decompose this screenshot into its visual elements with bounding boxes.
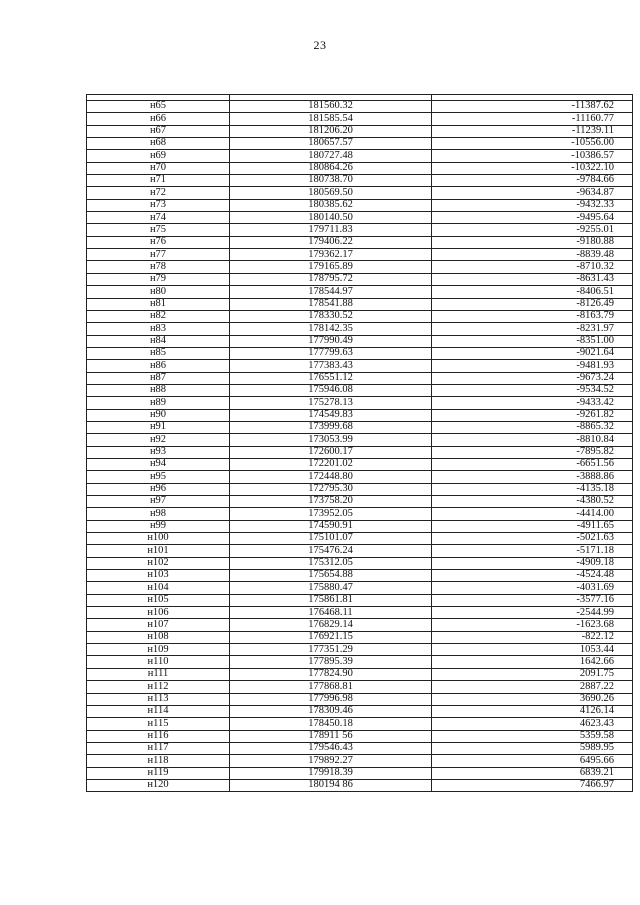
point-name-cell: н120 — [87, 779, 230, 791]
point-name-cell: н119 — [87, 767, 230, 779]
point-name-cell: н93 — [87, 446, 230, 458]
y-coordinate-cell: -9673.24 — [432, 372, 633, 384]
table-row — [87, 323, 633, 335]
point-name-cell: н96 — [87, 483, 230, 495]
x-coordinate-cell: 181560.32 — [230, 101, 432, 113]
y-coordinate-cell: -3577.16 — [432, 594, 633, 606]
point-name-cell: н101 — [87, 545, 230, 557]
y-coordinate-cell: -2544.99 — [432, 607, 633, 619]
point-name-cell: н116 — [87, 730, 230, 742]
point-name-cell: н104 — [87, 582, 230, 594]
point-name-cell: н103 — [87, 570, 230, 582]
y-coordinate-cell: -822.12 — [432, 631, 633, 643]
y-coordinate-cell: -6651.56 — [432, 458, 633, 470]
table-row — [87, 113, 633, 125]
point-name-cell: н67 — [87, 125, 230, 137]
y-coordinate-cell: -9634.87 — [432, 187, 633, 199]
y-coordinate-cell: -4135.18 — [432, 483, 633, 495]
point-name-cell: н107 — [87, 619, 230, 631]
point-name-cell: н98 — [87, 508, 230, 520]
coordinates-table — [86, 94, 633, 792]
x-coordinate-cell: 175880.47 — [230, 582, 432, 594]
point-name-cell: н72 — [87, 187, 230, 199]
table-row — [87, 397, 633, 409]
point-name-cell: н83 — [87, 323, 230, 335]
point-name-cell: н94 — [87, 458, 230, 470]
table-row — [87, 372, 633, 384]
point-name-cell: н71 — [87, 175, 230, 187]
y-coordinate-cell: -9481.93 — [432, 360, 633, 372]
y-coordinate-cell: 7466.97 — [432, 779, 633, 791]
y-coordinate-cell: -8126.49 — [432, 298, 633, 310]
table-row — [87, 705, 633, 717]
table-row — [87, 693, 633, 705]
point-name-cell: н110 — [87, 656, 230, 668]
y-coordinate-cell: -3888.86 — [432, 471, 633, 483]
point-name-cell: н68 — [87, 138, 230, 150]
x-coordinate-cell: 176468.11 — [230, 607, 432, 619]
point-name-cell: н73 — [87, 199, 230, 211]
x-coordinate-cell: 173952.05 — [230, 508, 432, 520]
point-name-cell: н66 — [87, 113, 230, 125]
point-name-cell: н70 — [87, 162, 230, 174]
point-name-cell: н85 — [87, 347, 230, 359]
table-row — [87, 175, 633, 187]
table-row — [87, 619, 633, 631]
x-coordinate-cell: 180727.48 — [230, 150, 432, 162]
y-coordinate-cell: 5359.58 — [432, 730, 633, 742]
x-coordinate-cell: 173053.99 — [230, 434, 432, 446]
x-coordinate-cell: 172795.30 — [230, 483, 432, 495]
table-row — [87, 533, 633, 545]
y-coordinate-cell: -8351.00 — [432, 335, 633, 347]
y-coordinate-cell: -11387.62 — [432, 101, 633, 113]
point-name-cell: н91 — [87, 421, 230, 433]
y-coordinate-cell: -9021.64 — [432, 347, 633, 359]
point-name-cell: н99 — [87, 520, 230, 532]
x-coordinate-cell: 180864.26 — [230, 162, 432, 174]
table-row — [87, 520, 633, 532]
table-row — [87, 335, 633, 347]
table-row — [87, 779, 633, 791]
table-row — [87, 212, 633, 224]
x-coordinate-cell: 181206.20 — [230, 125, 432, 137]
table-row — [87, 138, 633, 150]
x-coordinate-cell: 179892.27 — [230, 755, 432, 767]
y-coordinate-cell: 6495.66 — [432, 755, 633, 767]
table-row — [87, 668, 633, 680]
x-coordinate-cell: 178450.18 — [230, 718, 432, 730]
y-coordinate-cell: 5989.95 — [432, 742, 633, 754]
y-coordinate-cell: -7895.82 — [432, 446, 633, 458]
y-coordinate-cell: 3690.26 — [432, 693, 633, 705]
table-row — [87, 545, 633, 557]
x-coordinate-cell: 176829.14 — [230, 619, 432, 631]
y-coordinate-cell: 4623.43 — [432, 718, 633, 730]
x-coordinate-cell: 179918.39 — [230, 767, 432, 779]
table-row — [87, 644, 633, 656]
table-row — [87, 224, 633, 236]
y-coordinate-cell: -4524.48 — [432, 570, 633, 582]
point-name-cell: н102 — [87, 557, 230, 569]
x-coordinate-cell: 175946.08 — [230, 384, 432, 396]
x-coordinate-cell: 173999.68 — [230, 421, 432, 433]
x-coordinate-cell: 179546.43 — [230, 742, 432, 754]
point-name-cell: н88 — [87, 384, 230, 396]
y-coordinate-cell: -4911.65 — [432, 520, 633, 532]
point-name-cell: н80 — [87, 286, 230, 298]
y-coordinate-cell: -8163.79 — [432, 310, 633, 322]
y-coordinate-cell: -4909.18 — [432, 557, 633, 569]
table-row — [87, 483, 633, 495]
x-coordinate-cell: 179362.17 — [230, 249, 432, 261]
point-name-cell: н115 — [87, 718, 230, 730]
table-row — [87, 607, 633, 619]
table-row — [87, 471, 633, 483]
x-coordinate-cell: 177895.39 — [230, 656, 432, 668]
y-coordinate-cell: -9432.33 — [432, 199, 633, 211]
x-coordinate-cell: 175476.24 — [230, 545, 432, 557]
y-coordinate-cell: 6839.21 — [432, 767, 633, 779]
y-coordinate-cell: -1623.68 — [432, 619, 633, 631]
point-name-cell: н109 — [87, 644, 230, 656]
y-coordinate-cell: -4031.69 — [432, 582, 633, 594]
y-coordinate-cell: 1053.44 — [432, 644, 633, 656]
y-coordinate-cell: -9261.82 — [432, 409, 633, 421]
table-row — [87, 162, 633, 174]
table-row — [87, 286, 633, 298]
y-coordinate-cell: -4414.00 — [432, 508, 633, 520]
x-coordinate-cell: 178309.46 — [230, 705, 432, 717]
y-coordinate-cell: -10386.57 — [432, 150, 633, 162]
point-name-cell: н87 — [87, 372, 230, 384]
x-coordinate-cell: 176921.15 — [230, 631, 432, 643]
x-coordinate-cell: 180385.62 — [230, 199, 432, 211]
y-coordinate-cell: -4380.52 — [432, 496, 633, 508]
point-name-cell: н114 — [87, 705, 230, 717]
table-row — [87, 310, 633, 322]
table-row — [87, 261, 633, 273]
x-coordinate-cell: 172448.80 — [230, 471, 432, 483]
table-row — [87, 458, 633, 470]
point-name-cell: н89 — [87, 397, 230, 409]
point-name-cell: н117 — [87, 742, 230, 754]
y-coordinate-cell: -11160.77 — [432, 113, 633, 125]
y-coordinate-cell: -8839.48 — [432, 249, 633, 261]
point-name-cell: н65 — [87, 101, 230, 113]
table-row — [87, 187, 633, 199]
table-row — [87, 570, 633, 582]
x-coordinate-cell: 178330.52 — [230, 310, 432, 322]
table-row — [87, 199, 633, 211]
x-coordinate-cell: 180140.50 — [230, 212, 432, 224]
y-coordinate-cell: -8406.51 — [432, 286, 633, 298]
y-coordinate-cell: -9433.42 — [432, 397, 633, 409]
x-coordinate-cell: 181585.54 — [230, 113, 432, 125]
x-coordinate-cell: 175312.05 — [230, 557, 432, 569]
table-row — [87, 298, 633, 310]
x-coordinate-cell: 179711.83 — [230, 224, 432, 236]
table-row — [87, 755, 633, 767]
table-row — [87, 681, 633, 693]
x-coordinate-cell: 180657.57 — [230, 138, 432, 150]
table-row — [87, 496, 633, 508]
x-coordinate-cell: 180569.50 — [230, 187, 432, 199]
point-name-cell: н77 — [87, 249, 230, 261]
y-coordinate-cell: 4126.14 — [432, 705, 633, 717]
y-coordinate-cell: -9495.64 — [432, 212, 633, 224]
x-coordinate-cell: 178795.72 — [230, 273, 432, 285]
point-name-cell: н90 — [87, 409, 230, 421]
point-name-cell: н113 — [87, 693, 230, 705]
table-row — [87, 582, 633, 594]
table-row — [87, 409, 633, 421]
coordinates-table-body — [87, 95, 633, 792]
y-coordinate-cell: -9255.01 — [432, 224, 633, 236]
point-name-cell: н75 — [87, 224, 230, 236]
table-row — [87, 101, 633, 113]
point-name-cell: н106 — [87, 607, 230, 619]
table-row — [87, 446, 633, 458]
x-coordinate-cell: 177868.81 — [230, 681, 432, 693]
y-coordinate-cell: -10556.00 — [432, 138, 633, 150]
y-coordinate-cell: -10322.10 — [432, 162, 633, 174]
table-row — [87, 434, 633, 446]
x-coordinate-cell: 179406.22 — [230, 236, 432, 248]
y-coordinate-cell: -5171.18 — [432, 545, 633, 557]
y-coordinate-cell: 2887.22 — [432, 681, 633, 693]
point-name-cell: н97 — [87, 496, 230, 508]
x-coordinate-cell: 177990.49 — [230, 335, 432, 347]
y-coordinate-cell: -8865.32 — [432, 421, 633, 433]
table-row — [87, 150, 633, 162]
table-row — [87, 767, 633, 779]
y-coordinate-cell: -8631.43 — [432, 273, 633, 285]
x-coordinate-cell: 177824.90 — [230, 668, 432, 680]
y-coordinate-cell: -8710.32 — [432, 261, 633, 273]
table-row — [87, 730, 633, 742]
point-name-cell: н84 — [87, 335, 230, 347]
point-name-cell: н95 — [87, 471, 230, 483]
table-row — [87, 236, 633, 248]
table-row — [87, 656, 633, 668]
x-coordinate-cell: 174590.91 — [230, 520, 432, 532]
point-name-cell: н82 — [87, 310, 230, 322]
table-row — [87, 631, 633, 643]
x-coordinate-cell: 175278.13 — [230, 397, 432, 409]
point-name-cell: н78 — [87, 261, 230, 273]
point-name-cell: н86 — [87, 360, 230, 372]
table-row — [87, 273, 633, 285]
y-coordinate-cell: -9180.88 — [432, 236, 633, 248]
x-coordinate-cell: 178142.35 — [230, 323, 432, 335]
point-name-cell: н79 — [87, 273, 230, 285]
x-coordinate-cell: 173758.20 — [230, 496, 432, 508]
point-name-cell: н81 — [87, 298, 230, 310]
x-coordinate-cell: 172600.17 — [230, 446, 432, 458]
table-row — [87, 742, 633, 754]
point-name-cell: н76 — [87, 236, 230, 248]
x-coordinate-cell: 175101.07 — [230, 533, 432, 545]
table-row — [87, 557, 633, 569]
table-row — [87, 421, 633, 433]
point-name-cell: н112 — [87, 681, 230, 693]
x-coordinate-cell: 177383.43 — [230, 360, 432, 372]
point-name-cell: н118 — [87, 755, 230, 767]
table-row — [87, 384, 633, 396]
y-coordinate-cell: -8810.84 — [432, 434, 633, 446]
table-row — [87, 508, 633, 520]
y-coordinate-cell: -8231.97 — [432, 323, 633, 335]
point-name-cell: н108 — [87, 631, 230, 643]
point-name-cell: н105 — [87, 594, 230, 606]
point-name-cell: н69 — [87, 150, 230, 162]
point-name-cell: н100 — [87, 533, 230, 545]
x-coordinate-cell: 178911 56 — [230, 730, 432, 742]
x-coordinate-cell: 176551.12 — [230, 372, 432, 384]
x-coordinate-cell: 175861.81 — [230, 594, 432, 606]
x-coordinate-cell: 178541.88 — [230, 298, 432, 310]
y-coordinate-cell: -9534.52 — [432, 384, 633, 396]
y-coordinate-cell: -11239.11 — [432, 125, 633, 137]
point-name-cell: н111 — [87, 668, 230, 680]
x-coordinate-cell: 172201.02 — [230, 458, 432, 470]
x-coordinate-cell: 177799.63 — [230, 347, 432, 359]
table-row — [87, 360, 633, 372]
x-coordinate-cell: 174549.83 — [230, 409, 432, 421]
page-number: 23 — [313, 38, 327, 52]
y-coordinate-cell: -9784.66 — [432, 175, 633, 187]
x-coordinate-cell: 177996.98 — [230, 693, 432, 705]
y-coordinate-cell: 1642.66 — [432, 656, 633, 668]
x-coordinate-cell: 180194 86 — [230, 779, 432, 791]
table-row — [87, 125, 633, 137]
table-row — [87, 718, 633, 730]
x-coordinate-cell: 175654.88 — [230, 570, 432, 582]
table-row — [87, 347, 633, 359]
x-coordinate-cell: 178544.97 — [230, 286, 432, 298]
y-coordinate-cell: -5021.63 — [432, 533, 633, 545]
y-coordinate-cell: 2091.75 — [432, 668, 633, 680]
point-name-cell: н92 — [87, 434, 230, 446]
point-name-cell: н74 — [87, 212, 230, 224]
x-coordinate-cell: 177351.29 — [230, 644, 432, 656]
table-row — [87, 594, 633, 606]
x-coordinate-cell: 180738.70 — [230, 175, 432, 187]
x-coordinate-cell: 179165.89 — [230, 261, 432, 273]
table-row — [87, 249, 633, 261]
